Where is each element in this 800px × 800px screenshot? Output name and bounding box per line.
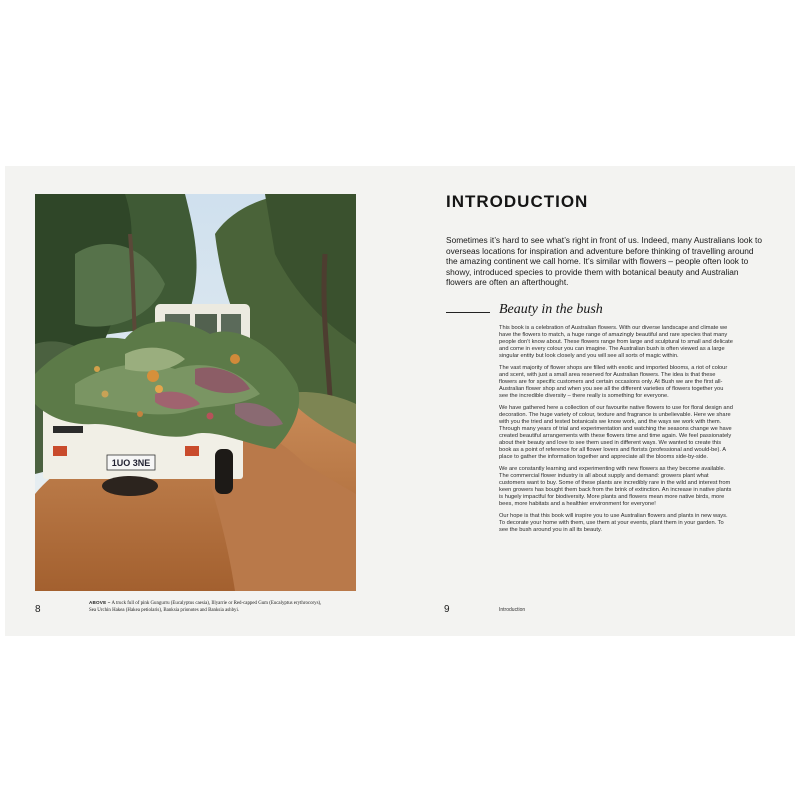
body-paragraph: We are constantly learning and experimenting with new flowers as they become available. The commercial flower industry is all about supply and demand: growers plant what customers want to buy. Some of these plants are incredibly rare in the wild and interest from keen growers has bought them back from the brink of extinction. An increase in native plants is hugely impactful for biodiversity. More plants and flowers mean more native birds, more bees, more habitats and a healthier environment for everyone!: [499, 465, 732, 508]
page-number-right: 9: [444, 604, 450, 615]
license-plate: 1UO 3NE: [111, 458, 151, 468]
intro-paragraph: Sometimes it’s hard to see what’s right in front of us. Indeed, many Australians look to overseas locations for inspiration and adventure before thinking of travelling around the amazing continent we call home. It’s similar with flowers – people often look to showy, introduced species to provide them with botanical beauty and Australian flowers are often an afterthought.: [446, 235, 762, 288]
body-paragraph: We have gathered here a collection of our favourite native flowers to use for floral design and decoration. The huge variety of colour, texture and fragrance is unbelievable. Here we share with you the tried and tested botanicals we know work, and the ways we work with them. Through many years of trial and experimentation and watching the seasons change we have created beautiful arrangements with these flowers time and time again. We feel passionately about their beauty and love to see them used in different ways. We wanted to create this book as a point of reference for all flower lovers and florists (professional and would-be). A place to gather the information together and appreciate all the blooms side-by-side.: [499, 404, 733, 461]
subheading-rule: [446, 312, 490, 313]
caption-lead: ABOVE –: [89, 600, 111, 605]
photo-caption: [89, 600, 329, 615]
book-spread: [5, 166, 795, 636]
body-paragraph: This book is a celebration of Australian flowers. With our diverse landscape and climate we have the flowers to match, a huge range of amazingly beautiful and rare species that many people don’t know about. These flowers range from large and sculptural to small and delicate and come in every colour you can imagine. The Australian bush is often viewed as a large singular entity but look closely and you will see all sorts of magic within.: [499, 325, 733, 360]
body-paragraph: Our hope is that this book will inspire you to use Australian flowers and plants in new ways. To decorate your home with them, use them at your events, plant them in your garden. To see the bush around you in all its beauty.: [499, 512, 728, 533]
page-title: INTRODUCTION: [446, 192, 589, 211]
body-paragraph: The vast majority of flower shops are filled with exotic and imported blooms, a riot of colour and scent, with just a small area reserved for Australian flowers. The idea is that these flowers are for specific customers and certain occasions only. At Bush we are the first all-Australian flower shop and when you see all the different varieties of flowers together you see the incredible diversity – there really is something for everyone.: [499, 364, 728, 400]
truck-photo-illustration: [35, 194, 356, 591]
caption-text: A truck full of pink Gungurru (Eucalyptus caesia), Illyarrie or Red-capped Gum (Eucalyptus erythrocorys), Sea Urchin Hakea (Hakea petiolaris), Banksia prionotes and Banksia ashbyi.: [89, 601, 322, 613]
body-text: [499, 325, 733, 538]
page-number-left: 8: [35, 604, 41, 615]
running-head: Introduction: [499, 607, 526, 613]
subheading: Beauty in the bush: [499, 302, 603, 317]
truck-photo: [35, 194, 356, 591]
